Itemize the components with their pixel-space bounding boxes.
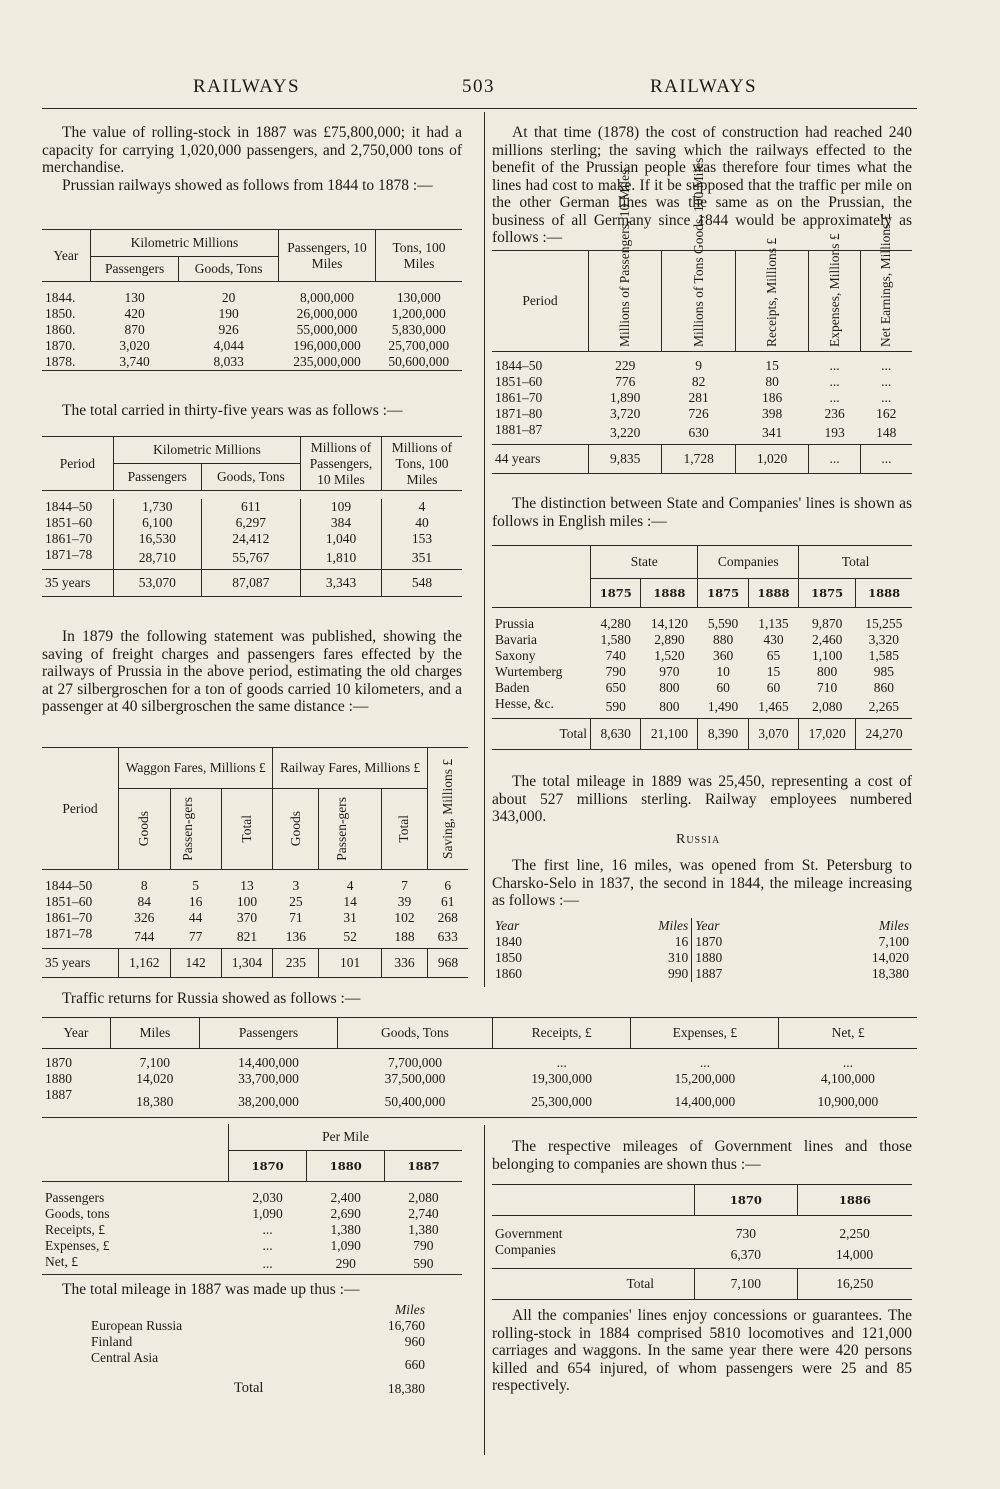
col-header-passengers: Passengers xyxy=(90,257,178,282)
paragraph-cost-construction: At that time (1878) the cost of construction had reached 240 millions sterling; the saving which the railways effected to the benefit of the Prussian people was therefore four times what the lines had cost to make. If it be supposed that the traffic per mile on the other German lines was the same as on the Prussian, the business of all Germany since 1844 would be approximately as follows :— xyxy=(492,124,912,246)
table-row: 1861–70 1,890 281 186 ... ... xyxy=(495,390,892,405)
col-header-goods-tons: Goods, Tons xyxy=(338,1018,493,1049)
column-divider-lower xyxy=(484,1125,485,1455)
table-total-row: 44 years 9,835 1,728 1,020 ... ... xyxy=(492,445,912,474)
table-per-mile: Per Mile 1870 1880 1887 Passengers 2,030 2,400 2,080 Goods, tons 1,090 2,690 2,740 Receipts, £ ... 1,380 1,380 Expenses, £ ... 1,090 790 Net, £ ... 290 590 xyxy=(42,1124,462,1275)
col-header-companies: Companies xyxy=(698,546,799,579)
col-header-waggon: Waggon Fares, Millions £ xyxy=(119,748,273,789)
table-row: 1851–60 776 82 80 ... ... xyxy=(495,374,892,389)
table-saving-fares: Period Waggon Fares, Millions £ Railway Fares, Millions £ Saving, Millions £ Goods Passen-gers Total Goods Passen-gers Total 1844–50 8 5 13 3 4 7 6 1851–60 84 16 100 25 14 39 61 1861–70 326 44 370 71 31 102 268 1871–78 744 77 821 136 52 188 633 35 years 1,162 142 1,304 235 101 336 968 xyxy=(42,747,468,978)
col-header-kilometric: Kilometric Millions xyxy=(90,230,278,257)
table-government-companies: 1870 1886 Government 730 2,250 Companies 6,370 14,000 Total 7,100 16,250 xyxy=(492,1184,912,1300)
table-total-row: 35 years 1,162 142 1,304 235 101 336 968 xyxy=(42,949,468,978)
col-header-year: Year xyxy=(42,1018,110,1049)
table-row: Finland 960 xyxy=(91,1334,425,1349)
table-row: Hesse, &c. 590 800 1,490 1,465 2,080 2,265 xyxy=(492,696,912,719)
table-row: Expenses, £ ... 1,090 790 xyxy=(45,1238,434,1253)
col-header-passengers-10: Passengers, 10 Miles xyxy=(279,230,376,282)
col-header-passengers: Passengers xyxy=(199,1018,337,1049)
paragraph-thirty-five-years: The total carried in thirty-five years was as follows :— xyxy=(62,402,403,419)
table-row: Goods, tons 1,090 2,690 2,740 xyxy=(45,1206,439,1221)
table-row: 1878. 3,740 8,033 235,000,000 50,600,000 xyxy=(42,354,462,371)
table-row: 1860. 870 926 55,000,000 5,830,000 xyxy=(45,322,446,337)
table-row: Saxony 740 1,520 360 65 1,100 1,585 xyxy=(495,648,899,663)
table-total-row: 35 years 53,070 87,087 3,343 548 xyxy=(42,570,462,597)
text-prussian-intro: Prussian railways showed as follows from 1844 to 1878 :— xyxy=(62,176,433,194)
table-row: Net, £ ... 290 590 xyxy=(42,1254,462,1275)
table-row: Central Asia 660 xyxy=(91,1350,425,1372)
table-russia-traffic xyxy=(42,1017,917,1118)
table-prussian-1844-1878 xyxy=(42,229,462,371)
table-row: Wurtemberg 790 970 10 15 800 985 xyxy=(495,664,894,679)
col-header-railway: Railway Fares, Millions £ xyxy=(273,748,428,789)
paragraph-1879-statement: In 1879 the following statement was published, showing the saving of freight charges and passengers fares effected by the railways of Prussia in the above period, estimating the old charges at 27 silbergroschen for a ton of goods carried 10 kilometers, and a passenger at 40 silbergroschen the same distance :— xyxy=(42,628,462,715)
page-number: 503 xyxy=(462,76,495,97)
table-row: 1871–78 744 77 821 136 52 188 633 xyxy=(42,926,468,949)
col-header-period: Period xyxy=(42,437,113,491)
table-total-row: Total 8,630 21,100 8,390 3,070 17,020 24,270 xyxy=(492,719,912,750)
col-header-expenses: Expenses, £ xyxy=(631,1018,779,1049)
running-header-left: RAILWAYS xyxy=(193,76,301,97)
table-row: 1870 7,100 14,400,000 7,700,000 ... ... ... xyxy=(45,1055,853,1070)
table-row: 1850 310 1880 14,020 xyxy=(495,950,909,965)
paragraph-traffic-russia: Traffic returns for Russia showed as follows :— xyxy=(62,990,361,1007)
col-header-total: Total xyxy=(799,546,912,579)
col-header-period: Period xyxy=(42,748,119,870)
table-germany-business: Period Millions of Passengers, 10 Miles Millions of Tons Goods, 100 Miles Receipts, Millions £ Expenses, Millions £ Net Earnings, Millions £ 1844–50 229 9 15 ... ... 1851–60 776 82 80 ... ... 1861–70 1,890 281 186 ... ... 1871–80 3,720 726 398 236 162 1881–87 3,220 630 341 193 148 44 years 9,835 1,728 1,020 ... ... xyxy=(492,250,912,474)
col-header-tons-100: Tons, 100 Miles xyxy=(392,239,446,271)
col-header-year: Year xyxy=(42,230,90,282)
table-row: 1861–70 16,530 24,412 1,040 153 xyxy=(42,531,462,547)
table-row: 1860 990 1887 18,380 xyxy=(495,966,909,981)
table-row: 1861–70 326 44 370 71 31 102 268 xyxy=(45,910,458,925)
table-row: 1887 18,380 38,200,000 50,400,000 25,300,000 14,400,000 10,900,000 xyxy=(42,1087,917,1118)
paragraph-concessions: All the companies' lines enjoy concessions or guarantees. The rolling-stock in 1884 comprised 5810 locomotives and 121,000 carriages and waggons. In the same year there were 420 persons killed and 654 injured, of whom passengers were 25 and 85 respectively. xyxy=(492,1307,912,1394)
column-divider xyxy=(484,112,485,987)
paragraph-rolling-stock xyxy=(42,124,462,194)
table-row: Passengers 2,030 2,400 2,080 xyxy=(45,1190,439,1205)
col-header-saving: Saving, Millions £ xyxy=(440,758,455,859)
col-header-period: Period xyxy=(492,251,589,352)
paragraph-first-line: The first line, 16 miles, was opened from St. Petersburg to Charsko-Selo in 1837, the second in 1844, the mileage increasing as follows :— xyxy=(492,857,912,909)
table-row: 1844–50 1,730 611 109 4 xyxy=(42,499,462,515)
heading-russia: Russia xyxy=(676,832,721,847)
table-row: 1880 14,020 33,700,000 37,500,000 19,300,000 15,200,000 4,100,000 xyxy=(45,1071,875,1086)
table-row: 1844–50 229 9 15 ... ... xyxy=(495,358,892,373)
table-row: 1881–87 3,220 630 341 193 148 xyxy=(492,422,912,445)
text-rolling-stock: The value of rolling-stock in 1887 was £75,800,000; it had a capacity for carrying 1,020,000 passengers, and 2,750,000 tons of merchandise. xyxy=(42,124,462,176)
table-row: 1871–78 28,710 55,767 1,810 351 xyxy=(42,547,462,570)
table-row: 1844. 130 20 8,000,000 130,000 xyxy=(45,290,441,305)
table-row: 1850. 420 190 26,000,000 1,200,000 xyxy=(45,306,446,321)
table-row: Bavaria 1,580 2,890 880 430 2,460 3,320 xyxy=(495,632,899,647)
table-row: 1871–80 3,720 726 398 236 162 xyxy=(495,406,897,421)
table-row: Receipts, £ ... 1,380 1,380 xyxy=(45,1222,439,1237)
col-header-goods-tons: Goods, Tons xyxy=(179,257,279,282)
table-row: 1844–50 8 5 13 3 4 7 6 xyxy=(45,878,452,893)
table-russia-mileage: Year Miles Year Miles 1840 16 1870 7,100 1850 310 1880 14,020 1860 990 1887 18,380 xyxy=(492,918,912,982)
table-row: 1851–60 84 16 100 25 14 39 61 xyxy=(45,894,455,909)
table-row: 1851–60 6,100 6,297 384 40 xyxy=(42,515,462,531)
col-header-net: Net, £ xyxy=(831,1025,865,1040)
running-header-right: RAILWAYS xyxy=(650,76,758,97)
paragraph-mileage-1887: The total mileage in 1887 was made up thus :— xyxy=(62,1281,360,1298)
paragraph-mileage-1889: The total mileage in 1889 was 25,450, representing a cost of about 527 millions sterling. Railway employees numbered 343,000. xyxy=(492,773,912,825)
col-header-state: State xyxy=(591,546,698,579)
col-header-miles: Miles xyxy=(110,1018,199,1049)
table-row: European Russia 16,760 xyxy=(91,1318,425,1333)
table-mileage-breakdown: Miles European Russia 16,760 Finland 960 Central Asia 660 Total 18,380 xyxy=(88,1302,428,1397)
table-row: 1870. 3,020 4,044 196,000,000 25,700,000 xyxy=(45,338,450,353)
table-row: Prussia 4,280 14,120 5,590 1,135 9,870 15,255 xyxy=(495,616,903,631)
table-row: Baden 650 800 60 60 710 860 xyxy=(495,680,894,695)
table-total-row: Total 7,100 16,250 xyxy=(492,1269,912,1300)
table-row: Companies 6,370 14,000 xyxy=(492,1242,912,1269)
table-total-row: Total 18,380 xyxy=(233,1380,425,1396)
paragraph-government-lines: The respective mileages of Government lines and those belonging to companies are shown thus :— xyxy=(492,1138,912,1173)
table-state-companies: State Companies Total 1875 1888 1875 1888 1875 1888 Prussia 4,280 14,120 5,590 1,135 9,870 15,255 Bavaria 1,580 2,890 880 430 2,460 3,320 Saxony 740 1,520 360 65 1,100 1,585 Wurtemberg 790 970 10 15 800 985 Baden 650 800 60 60 710 860 Hesse, &c. 590 800 1,490 1,465 2,080 2,265 Total 8,630 21,100 8,390 3,070 17,020 24,270 xyxy=(492,545,912,750)
table-row: 1840 16 1870 7,100 xyxy=(495,934,909,949)
table-row: Government 730 2,250 xyxy=(495,1226,870,1241)
col-header-receipts: Receipts, £ xyxy=(492,1018,631,1049)
col-header-per-mile: Per Mile xyxy=(229,1124,463,1151)
header-rule xyxy=(42,108,917,109)
paragraph-state-companies: The distinction between State and Companies' lines is shown as follows in English miles :— xyxy=(492,495,912,530)
table-thirty-five-years: Period Kilometric Millions Millions of Passengers, 10 Miles Millions of Tons, 100 Miles Passengers Goods, Tons 1844–50 1,730 611 109 4 1851–60 6,100 6,297 384 40 1861–70 16,530 24,412 1,040 153 1871–78 28,710 55,767 1,810 351 35 years 53,070 87,087 3,343 548 xyxy=(42,436,462,597)
